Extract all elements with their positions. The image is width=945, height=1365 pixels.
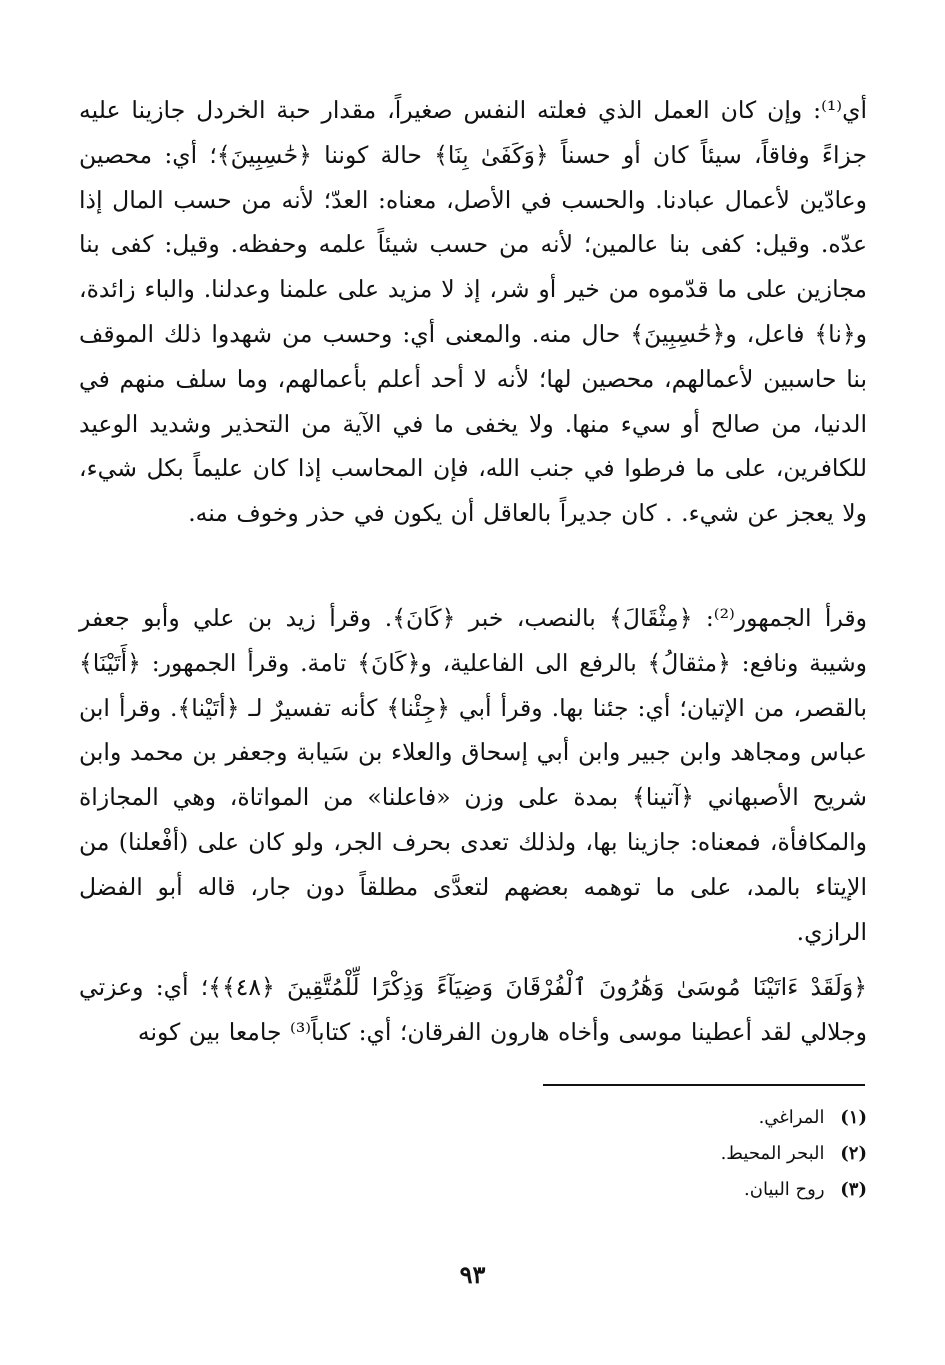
- footnote-item: [367, 1136, 867, 1172]
- footnote-separator: [543, 1084, 865, 1086]
- paragraph-qiraat: وقرأ الجمهور⁽²⁾: ﴿مِثْقَالَ﴾ بالنصب، خبر ﴿كَانَ﴾. وقرأ زيد بن علي وأبو جعفر وشيبة ونافع: ﴿مثقالُ﴾ بالرفع الى الفاعلية، و﴿كَانَ﴾ تامة. وقرأ الجمهور: ﴿أَتَيْنَا﴾ بالقصر، من الإتيان؛ أي: جئنا بها. وقرأ أبي ﴿جِئْنا﴾ كأنه تفسيرٌ لـ ﴿أتَيْنا﴾. وقرأ ابن عباس ومجاهد وابن جبير وابن أبي إسحاق والعلاء بن سَيابة وجعفر بن محمد وابن شريح الأصبهاني ﴿آتينا﴾ بمدة على وزن «فاعلنا» من المواتاة، وهي المجازاة والمكافأة، فمعناه: جازينا بها، ولذلك تعدى بحرف الجر، ولو كان على (أفْعلنا) من الإيتاء بالمد، على ما توهمه بعضهم لتعدَّى مطلقاً دون جار، قاله أبو الفضل الرازي.: [79, 604, 867, 946]
- paragraph-tafsir-hasibin: أي⁽¹⁾: وإن كان العمل الذي فعلته النفس صغيراً، مقدار حبة الخردل جازينا عليه جزاءً وفاقاً، سيئاً كان أو حسناً ﴿وَكَفَىٰ بِنَا﴾ حالة كوننا ﴿حَٰسِبِينَ﴾؛ أي: محصين وعادّين لأعمال عبادنا. والحسب في الأصل، معناه: العدّ؛ لأنه من حسب المال إذا عدّه. وقيل: كفى بنا عالمين؛ لأنه من حسب شيئاً علمه وحفظه. وقيل: كفى بنا مجازين على ما قدّموه من خير أو شر، إذ لا مزيد على علمنا وعدلنا. والباء زائدة، و﴿نا﴾ فاعل، و﴿حَٰسِبِينَ﴾ حال منه. والمعنى أي: وحسب من شهدوا ذلك الموقف بنا حاسبين لأعمالهم، محصين لها؛ لأنه لا أحد أعلم بأعمالهم، وما سلف منهم في الدنيا، من صالح أو سيء منها. ولا يخفى ما في الآية من التحذير وشديد الوعيد للكافرين، على ما فرطوا في جنب الله، فإن المحاسب إذا كان عليماً بكل شيء، ولا يعجز عن شيء. . كان جديراً بالعاقل أن يكون في حذر وخوف منه.: [79, 96, 867, 528]
- footnote-number: (٣): [840, 1179, 867, 1200]
- footnote-item: [367, 1172, 867, 1208]
- footnote-number: (٢): [840, 1143, 867, 1164]
- footnote-text: البحر المحيط.: [720, 1143, 825, 1164]
- footnotes: [367, 1100, 867, 1208]
- footnote-item: [367, 1100, 867, 1136]
- footnote-text: روح البيان.: [744, 1179, 825, 1200]
- footnote-number: (١): [840, 1107, 867, 1128]
- page-number: ٩٣: [459, 1260, 486, 1289]
- footnote-text: المراغي.: [758, 1107, 825, 1128]
- paragraph-ayah-48: ﴿وَلَقَدْ ءَاتَيْنَا مُوسَىٰ وَهَٰرُونَ ٱلْفُرْقَانَ وَضِيَآءً وَذِكْرًا لِّلْمُتَّقِينَ ﴿٤٨﴾﴾؛ أي: وعزتي وجلالي لقد أعطينا موسى وأخاه هارون الفرقان؛ أي: كتاباً⁽³⁾ جامعا بين كونه: [79, 973, 867, 1046]
